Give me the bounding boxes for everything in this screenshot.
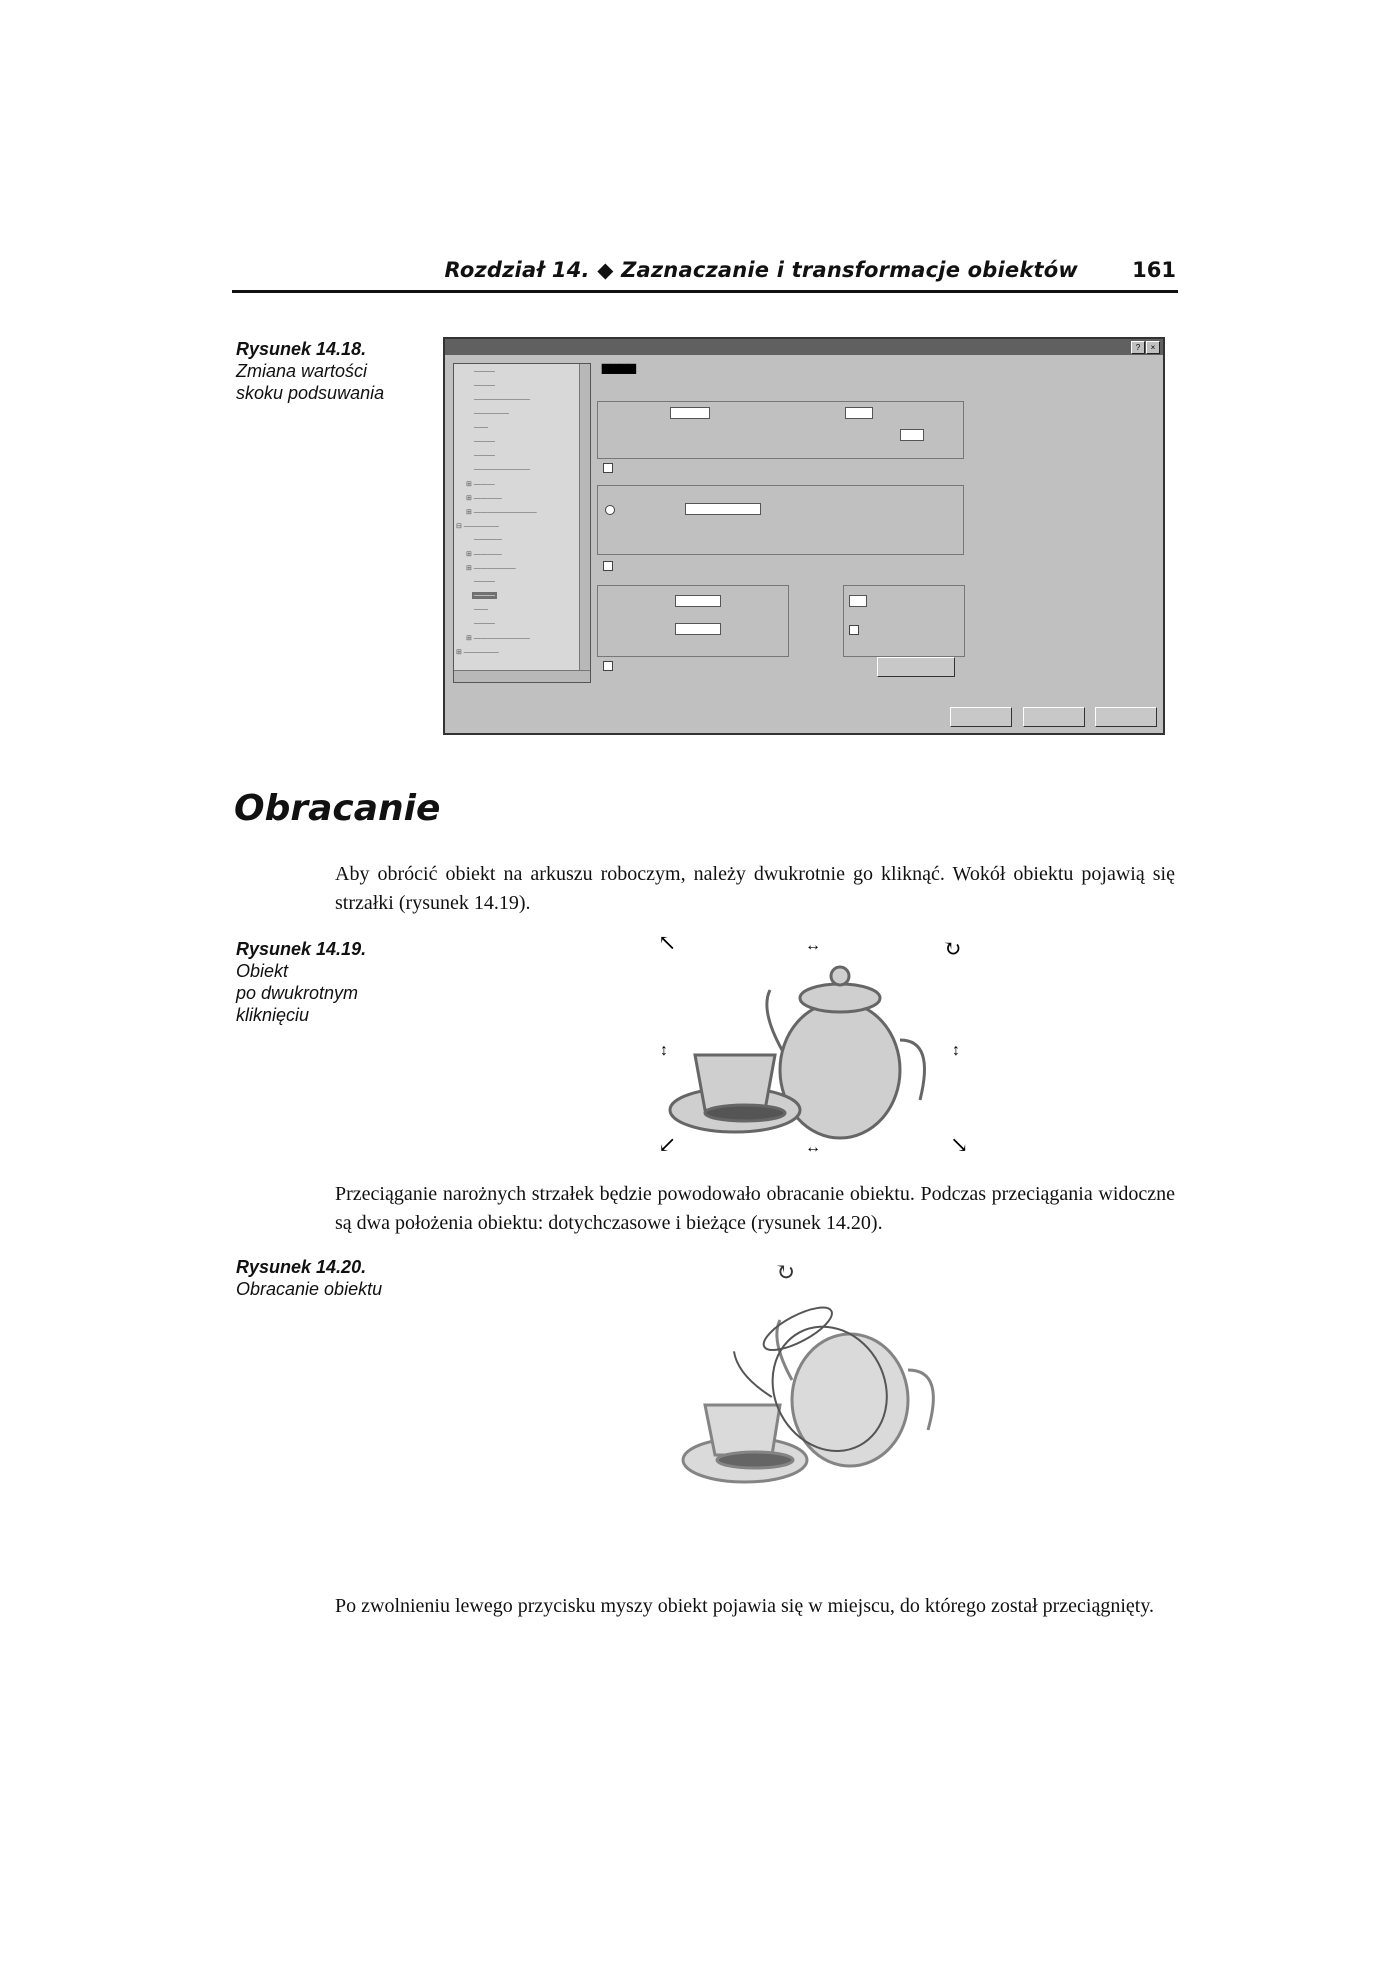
checkbox xyxy=(603,661,613,671)
spin-field xyxy=(675,623,721,635)
checkbox xyxy=(849,625,859,635)
tree-scrollbar xyxy=(579,364,590,670)
double-arrow-icon: ↔ xyxy=(805,937,821,954)
spin-field xyxy=(900,429,924,441)
teapot-rotating-figure xyxy=(660,1250,960,1540)
double-arrow-icon: ↕ xyxy=(660,1042,668,1059)
dropdown-field xyxy=(685,503,761,515)
curved-arrow-icon: ↙ xyxy=(658,1132,677,1157)
panel-title: ▆▆▆▆ xyxy=(602,362,636,374)
curved-arrow-icon: ↖ xyxy=(658,930,677,955)
caption-line: Obiekt xyxy=(236,961,289,981)
options-tree: ——— ——— ———————— ————— —— ——— ——— ———————— ⊞ ——— ⊞ ———— ⊞ ————————— ⊟ ————— ———— ⊞ ———— ⊞ —————— ——— ——— —— ——— ⊞ ———————— ⊞ ————— xyxy=(453,363,591,683)
close-icon: × xyxy=(1146,341,1160,354)
help-icon: ? xyxy=(1131,341,1145,354)
figure-number: Rysunek 14.19. xyxy=(236,939,367,959)
help-button xyxy=(1095,707,1157,727)
caption-line: skoku podsuwania xyxy=(236,383,385,403)
caption-line: Obracanie obiektu xyxy=(236,1279,383,1299)
figure-number: Rysunek 14.20. xyxy=(236,1257,367,1277)
spin-field xyxy=(849,595,867,607)
curved-arrow-icon: ↘ xyxy=(950,1132,969,1157)
caption-line: po dwukrotnym xyxy=(236,983,359,1003)
caption-line: Zmiana wartości xyxy=(236,361,368,381)
checkbox xyxy=(603,463,613,473)
rotate-arrow-icon: ↻ xyxy=(943,936,962,961)
rotate-arrow-icon: ↻ xyxy=(775,1260,796,1286)
caption-line: kliknięciu xyxy=(236,1005,310,1025)
figure-number: Rysunek 14.18. xyxy=(236,339,367,359)
double-arrow-icon: ↔ xyxy=(805,1139,821,1156)
page-number: 161 xyxy=(1132,258,1176,282)
tree-hscrollbar xyxy=(454,670,590,682)
spin-field xyxy=(670,407,710,419)
dialog-button xyxy=(877,657,955,677)
options-dialog-screenshot xyxy=(443,337,1165,735)
section-title: Obracanie xyxy=(234,788,441,829)
body-paragraph: Przeciąganie narożnych strzałek będzie powodowało obracanie obiektu. Podczas przeciągania widoczne są dwa położenia obiektu: dotychczasowe i bieżące (rysunek 14.20). xyxy=(335,1183,1175,1234)
dialog-titlebar xyxy=(445,339,1163,355)
spin-field xyxy=(845,407,873,419)
groupbox xyxy=(597,485,964,555)
cancel-button xyxy=(1023,707,1085,727)
figure-caption-14-20 xyxy=(236,1256,436,1300)
figure-caption-14-18 xyxy=(236,338,436,404)
checkbox xyxy=(603,561,613,571)
ok-button xyxy=(950,707,1012,727)
running-head xyxy=(232,254,1178,293)
double-arrow-icon: ↕ xyxy=(952,1042,960,1059)
teapot-selected-figure xyxy=(650,930,980,1160)
chapter-title: Rozdział 14. ◆ Zaznaczanie i transformacje obiektów xyxy=(444,258,1078,282)
radio xyxy=(605,505,615,515)
figure-caption-14-19 xyxy=(236,938,436,1026)
body-paragraph: Po zwolnieniu lewego przycisku myszy obiekt pojawia się w miejscu, do którego został przeciągnięty. xyxy=(335,1595,1155,1617)
body-paragraph: Aby obrócić obiekt na arkuszu roboczym, należy dwukrotnie go kliknąć. Wokół obiektu pojawią się strzałki (rysunek 14.19). xyxy=(335,863,1175,914)
spin-field xyxy=(675,595,721,607)
